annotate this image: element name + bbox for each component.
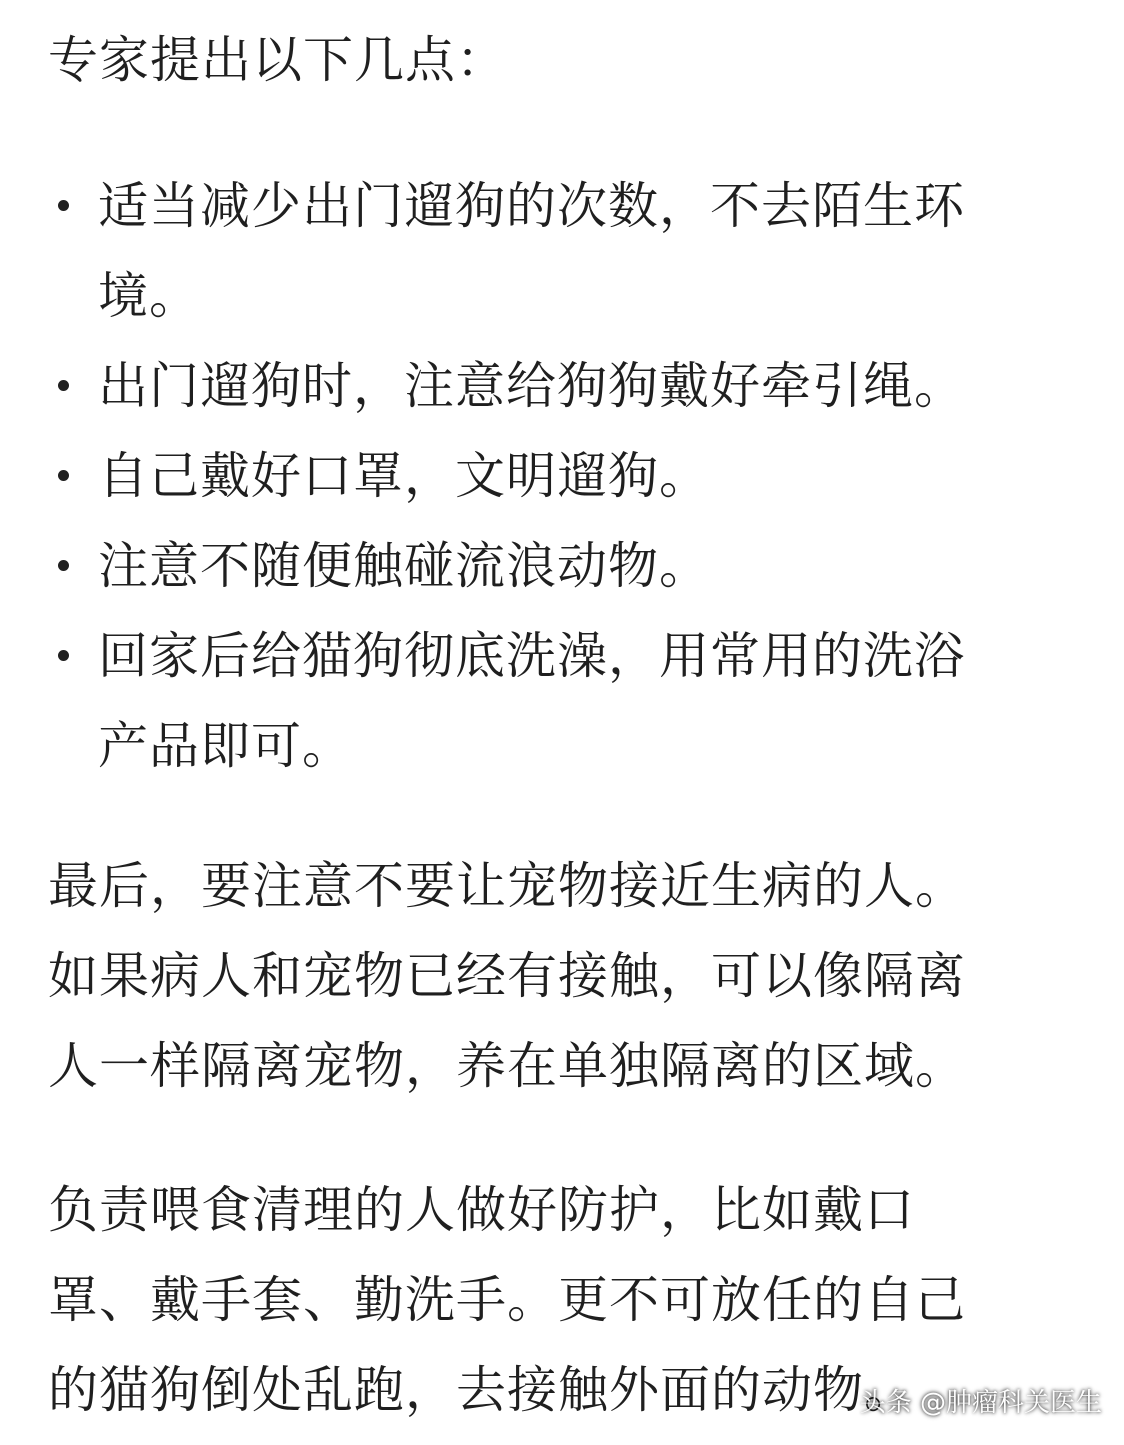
bullet-dot-icon bbox=[58, 560, 69, 571]
bullet-text-line: 自己戴好口罩，文明遛狗。 bbox=[98, 447, 710, 505]
paragraph-line: 负责喂食清理的人做好防护，比如戴口 bbox=[48, 1181, 915, 1239]
paragraph-line: 最后，要注意不要让宠物接近生病的人。 bbox=[48, 857, 966, 915]
bullet-text-line: 境。 bbox=[98, 267, 200, 325]
bullet-dot-icon bbox=[58, 650, 69, 661]
bullet-text-line: 回家后给猫狗彻底洗澡，用常用的洗浴 bbox=[98, 627, 965, 685]
bullet-dot-icon bbox=[58, 470, 69, 481]
source-watermark: 头条 @肿瘤科关医生 bbox=[859, 1388, 1102, 1418]
bullet-text-line: 产品即可。 bbox=[98, 717, 353, 775]
intro-heading: 专家提出以下几点： bbox=[48, 31, 507, 89]
bullet-text-line: 出门遛狗时，注意给狗狗戴好牵引绳。 bbox=[98, 357, 965, 415]
paragraph-line: 人一样隔离宠物，养在单独隔离的区域。 bbox=[48, 1037, 966, 1095]
bullet-dot-icon bbox=[58, 200, 69, 211]
paragraph-line: 罩、戴手套、勤洗手。更不可放任的自己 bbox=[48, 1271, 966, 1329]
paragraph-line: 的猫狗倒处乱跑，去接触外面的动物。 bbox=[48, 1361, 915, 1419]
paragraph-line: 如果病人和宠物已经有接触，可以像隔离 bbox=[48, 947, 966, 1005]
bullet-text-line: 注意不随便触碰流浪动物。 bbox=[98, 537, 710, 595]
bullet-text-line: 适当减少出门遛狗的次数，不去陌生环 bbox=[98, 177, 965, 235]
bullet-dot-icon bbox=[58, 380, 69, 391]
